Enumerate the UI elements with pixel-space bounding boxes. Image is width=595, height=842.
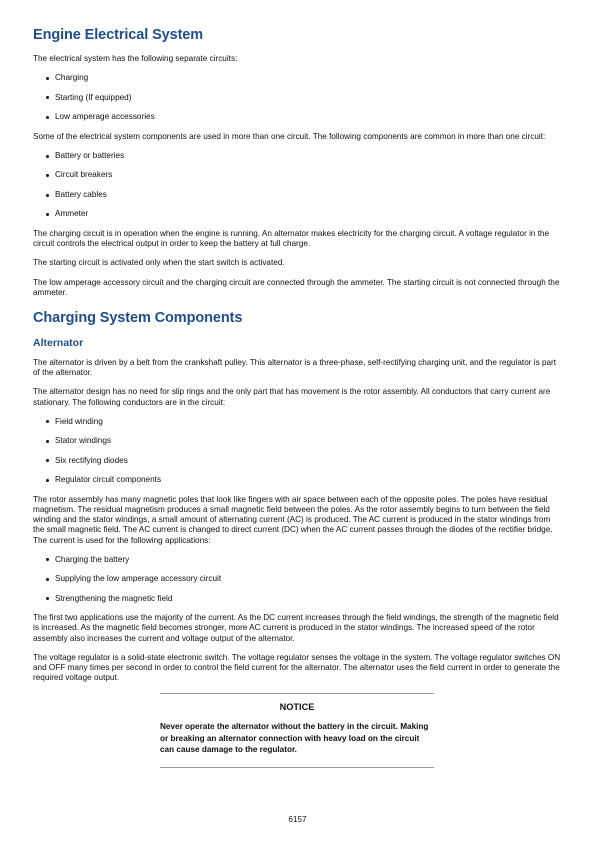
notice-bottom-rule — [160, 767, 434, 768]
list-item: Field winding — [46, 417, 563, 427]
list-item: Supplying the low amperage accessory circuit — [46, 574, 563, 584]
list-item: Battery cables — [46, 190, 563, 200]
alternator-paragraph-2: The alternator design has no need for slip rings and the only part that has movement is the rotor assembly. All conductors that carry current are stationary. The following conductors are in the circuit: — [33, 387, 551, 407]
list-item: Regulator circuit components — [46, 475, 563, 485]
page-title: Engine Electrical System — [33, 27, 204, 43]
alternator-paragraph-1: The alternator is driven by a belt from the crankshaft pulley. This alternator is a three-phase, self-rectifying charging unit, and the regulator is part of the alternator. — [33, 357, 557, 378]
list-item: Charging the battery — [46, 555, 563, 565]
common-components-list — [33, 151, 563, 220]
starting-circuit-paragraph: The starting circuit is activated only when the start switch is activated. — [33, 258, 285, 268]
intro-paragraph: The electrical system has the following separate circuits: — [33, 54, 238, 63]
notice-title: NOTICE — [279, 702, 315, 713]
notice-box — [160, 693, 434, 768]
rotor-paragraph: The rotor assembly has many magnetic poles that look like fingers with air space between each of the opposite poles. The poles have residual magnetism. The residual magnetism produces a small magnetic field between the poles. As the rotor assembly begins to turn between the field winding and the stator windings, a small amount of alternating current (AC) is produced. The AC current is produced in the stator windings from the small magnetic field. The AC current is changed to direct current (DC) when the AC current passes through the diodes of the rectifier bridge. The current is used for the following applications: — [33, 494, 553, 545]
applications-list — [33, 555, 563, 604]
conductors-list — [33, 417, 563, 486]
list-item: Charging — [46, 73, 563, 83]
charging-circuit-paragraph: The charging circuit is in operation when the engine is running. An alternator makes electricity for the charging circuit. A voltage regulator in the circuit controls the electrical output in order to keep the battery at full charge. — [33, 228, 550, 249]
common-intro-paragraph: Some of the electrical system components are used in more than one circuit. The following components are common in more than one circuit: — [33, 131, 546, 141]
circuits-list — [33, 73, 563, 122]
notice-top-rule — [160, 693, 434, 694]
document-page — [33, 27, 563, 768]
list-item: Ammeter — [46, 209, 563, 219]
list-item: Stator windings — [46, 436, 563, 446]
list-item: Circuit breakers — [46, 170, 563, 180]
list-item: Six rectifying diodes — [46, 456, 563, 466]
first-two-applications-paragraph: The first two applications use the majority of the current. As the DC current increases through the field windings, the strength of the magnetic field is increased. As the magnetic field becomes stronger, more AC current is produced in the stator windings. The increased speed of the rotor assembly also increases the current and voltage output of the alternator. — [33, 613, 559, 643]
list-item: Battery or batteries — [46, 151, 563, 161]
list-item: Strengthening the magnetic field — [46, 594, 563, 604]
list-item: Low amperage accessories — [46, 112, 563, 122]
voltage-regulator-paragraph: The voltage regulator is a solid-state electronic switch. The voltage regulator senses the voltage in the system. The voltage regulator switches ON and OFF many times per second in order to control the field current for the alternator. The alternator uses the field current in order to generate the required voltage output. — [33, 652, 561, 683]
section-title: Charging System Components — [33, 309, 243, 326]
notice-body: Never operate the alternator without the battery in the circuit. Making or breaking an alternator connection with heavy load on the circuit can cause damage to the regulator. — [160, 722, 429, 755]
subsection-title: Alternator — [33, 336, 84, 349]
list-item: Starting (If equipped) — [46, 93, 563, 103]
low-amperage-paragraph: The low amperage accessory circuit and the charging circuit are connected through the ammeter. The starting circuit is not connected through the ammeter. — [33, 277, 560, 297]
page-number: 6157 — [288, 815, 307, 824]
